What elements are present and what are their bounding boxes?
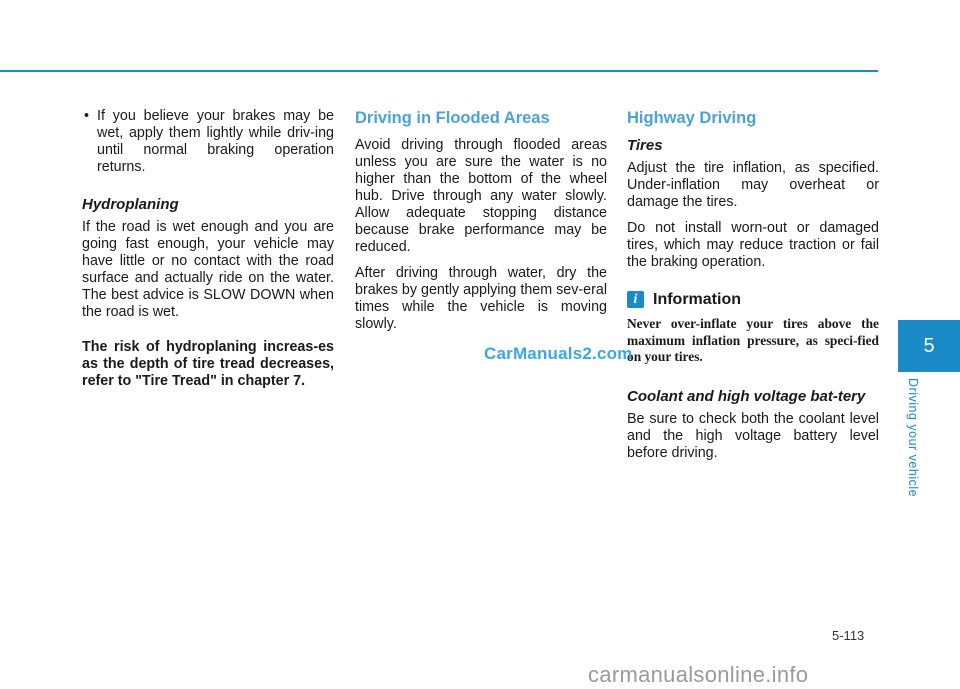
header-rule (0, 70, 878, 72)
information-header (627, 291, 879, 308)
highway-driving-heading: Highway Driving (627, 109, 757, 127)
coolant-heading: Coolant and high voltage bat-tery (627, 387, 866, 405)
flooded-para-1: Avoid driving through flooded areas unless you are sure the water is no higher than the bottom of the wheel hub. Drive through any water slowly. Allow adequate stopping distance because brake performance may be reduced. (355, 137, 607, 255)
coolant-text: Be sure to check both the coolant level and the high voltage battery level before driving. (627, 410, 879, 461)
hydroplaning-heading: Hydroplaning (82, 196, 179, 213)
tires-heading: Tires (627, 137, 663, 154)
footer-watermark: carmanualsonline.info (588, 662, 809, 687)
section-tab: 5 (898, 320, 960, 372)
information-text: Never over-inflate your tires above the maximum inflation pressure, as speci-fied on your tires. (627, 316, 879, 364)
watermark-link: CarManuals2.com (484, 344, 633, 363)
side-section-title: Driving your vehicle (906, 378, 920, 498)
column-left (82, 108, 334, 399)
tires-para-1: Adjust the tire inflation, as specified. Under-inflation may overheat or damage the tires. (627, 160, 879, 210)
information-label: Information (653, 291, 741, 308)
hydroplaning-warning: The risk of hydroplaning increas-es as the depth of tire tread decreases, refer to "Tire Tread" in chapter 7. (82, 339, 334, 389)
flooded-para-2: After driving through water, dry the brakes by gently applying them sev-eral times while the vehicle is moving slowly. (355, 265, 607, 332)
tires-para-2: Do not install worn-out or damaged tires, which may reduce traction or fail the braking operation. (627, 220, 879, 270)
information-icon: i (627, 291, 644, 308)
column-middle (355, 108, 607, 342)
bullet-wet-brakes: • If you believe your brakes may be wet, apply them lightly while driv-ing until normal braking operation returns. (82, 108, 334, 176)
flooded-areas-heading: Driving in Flooded Areas (355, 109, 550, 127)
column-right (627, 108, 879, 471)
page-number: 5-113 (832, 628, 865, 643)
hydroplaning-text: If the road is wet enough and you are going fast enough, your vehicle may have little or no contact with the road surface and actually ride on the water. The best advice is SLOW DOWN when the road is wet. (82, 219, 334, 320)
